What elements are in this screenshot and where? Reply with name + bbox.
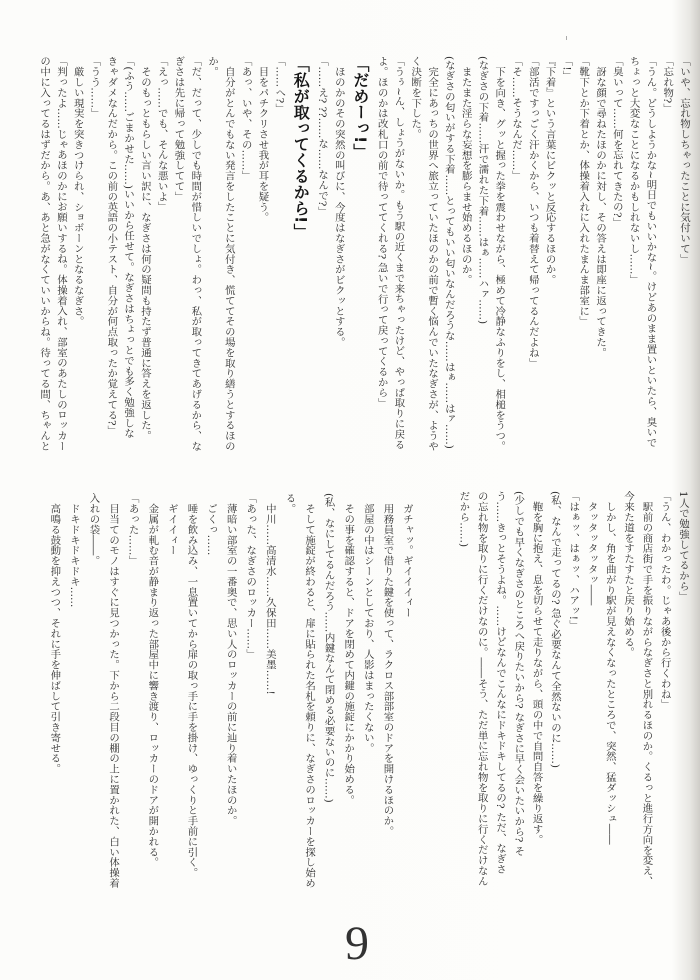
text-line: 『下着』という言葉にビクッと反応するほのか。 (543, 56, 556, 285)
text-line: 完全にあっちの世界へ旅立っていたほのかの前で暫く悩んでいたなぎさが、ようや (426, 56, 439, 452)
text-line: 「靴下とか下着とか、体操着入れに入れたまんま部室に」 (577, 56, 590, 327)
text-line: 「だ、だって、少しでも時間が惜しいでしょ。わっ、私が取ってきてあげるから、な (189, 56, 202, 452)
text-line: 「(ふう……ごまかせた……)いいから任せて。なぎさはちょっとでも多く勉強しな (122, 56, 135, 439)
text-line: 「忘れ物?」 (661, 56, 674, 114)
text-line: 「うん、わかったわ。じゃあ後から行くわね」 (658, 491, 671, 710)
page-number: 9 (345, 917, 369, 970)
text-block-bottom-right (454, 491, 692, 891)
text-line: またまた淫らな妄想を膨らませ始めるほのか。 (459, 56, 472, 285)
text-line: (なぎさの下着……汗で濡れた下着……はぁ……ハァ……) (476, 56, 489, 325)
text-block-bottom-left (44, 493, 416, 893)
text-line: 下を向き、グッと握った拳を震わせながら、極めて冷静なふりをし、相槌をうつ。 (493, 56, 506, 452)
text-line: 「あった……」 (126, 493, 139, 566)
text-line: 「!」 (560, 56, 573, 81)
text-line: きゃダメなんだから。この前の英語の小テスト、自分が何点取ったか覚えてる?」 (105, 56, 118, 436)
text-line: 「あった、なぎさのロッカー……」 (244, 493, 257, 660)
text-line: ぎさは先に帰って勉強してて」 (172, 56, 185, 202)
text-line: 金属が軋む音が静まり返った部屋中に響き渡り、ロッカーのドアが開かれる。 (146, 493, 159, 868)
text-block-top (35, 56, 692, 456)
text-line: ちょっと大変なことになるかもしれないし……」 (627, 56, 640, 285)
shout-line: 「私が取ってくるから!」 (291, 56, 311, 240)
text-line: 「……へ?」 (273, 56, 286, 114)
text-line: 「うん。どうしようかな~明日でもいいかな~。けどあのまま置いといたら、臭いで (644, 56, 657, 448)
text-line: の忘れ物を取りに行くだけなのに。――そう、ただ単に忘れ物を取りに行くだけなん (475, 491, 488, 887)
text-line: ほのかのその突然の叫びに、今度はなぎさがビクッとする。 (332, 56, 345, 348)
text-line: そのもっともらしい言い訳に、なぎさは何の疑問も持たず普通に答えを返した。 (138, 56, 151, 441)
text-line: ギイイィー (165, 493, 178, 556)
text-line: 目当てのモノはすぐに見つかった。下から二段目の棚の上に置かれた、白い体操着 (107, 493, 120, 889)
text-line: 鞄を胸に抱え、息を切らせて走りながら、頭の中で自問自答を繰り返す。 (530, 491, 543, 845)
text-line: 「臭いって……何を忘れてきたの?」 (610, 56, 623, 228)
text-line: 「部活ですっごく汗かくから、いつも着替えて帰ってるんだよね」 (526, 56, 539, 368)
text-line: う……きっとそうよね。……けどなんでこんなにドキドキしてるの? ただ、なぎさ (494, 491, 507, 875)
text-line: (少しでも早くなぎさのところへ戻りたいから? なぎさに早く会いたいから? そ (512, 491, 525, 857)
text-line: 「……え? ??……な……なんで?」 (316, 56, 329, 217)
text-line: 1人で勉強してるから」 (677, 491, 689, 602)
text-line: 駅前の商店街で手を振りながらなぎさと別れるほのか。くるっと進行方向を変え、 (640, 491, 653, 887)
text-line: (私、なにしてるんだろう……内鍵なんて閉める必要ないのに……) (322, 493, 335, 803)
text-line: 「そ……そうなんだ……」 (510, 56, 523, 181)
text-line: そして施錠が終わると、扉に貼られた名札を頼りに、なぎさのロッカーを探し始め (303, 493, 316, 889)
text-line: 入れの袋――。 (87, 493, 100, 566)
text-line: だから……) (457, 491, 470, 548)
text-line: その事を確認すると、ドアを閉めて内鍵の施錠にかかり始める。 (342, 493, 355, 805)
text-line: 「あっ、いや、その……」 (239, 56, 252, 181)
text-line: 薄暗い部室の一番奥で、思い人のロッカーの前に辿り着いたほのか。 (224, 493, 237, 826)
text-line: 高鳴る鼓動を抑えつつ、それに手を伸ばして引き寄せる。 (48, 493, 61, 774)
text-line: 部屋の中はシーンとしており、人影はまったくない。 (361, 493, 374, 753)
text-line: 今来た道をすたすたと戻り始める。 (622, 491, 635, 658)
text-line: タッタッタッタッ―― (585, 491, 598, 606)
text-line: ドキドキドキドキ…… (67, 493, 80, 608)
text-line: 目をパチクリさせ我が耳を疑う。 (256, 56, 269, 223)
scan-mark (566, 36, 567, 40)
text-line: ガチャッ。ギイイイィー (401, 493, 413, 618)
text-line: 「判ったよ……じゃあほのかにお願いするね。体操着入れ、部室のあたしのロッカー (54, 56, 67, 452)
text-line: よ。ほのかは改札口の前で待っててくれる? 急いで行って戻ってくるから」 (375, 56, 388, 409)
text-line: 自分がとんでもない発言をしたことに気付き、慌ててその場を取り繕うとするほの (222, 56, 235, 452)
text-line: 「えっ……でも、そんな悪いよ」 (155, 56, 168, 212)
text-line: か。 (206, 56, 219, 77)
text-line: (なぎさの匂いがする下着……とってもいい匂いなんだろうな……はぁ……はァ……) (442, 56, 455, 449)
text-line: 訝な顔で尋ねたほのかに対し、その答えは即座に返ってきた。 (594, 56, 607, 358)
text-line: 「いや、忘れ物しちゃったことに気付いて」 (678, 56, 690, 264)
text-line: ごくっ…… (205, 493, 218, 556)
text-line: く決断を下した。 (409, 56, 422, 140)
text-line: しかし、角を曲がり駅が見えなくなったところで、突然、猛ダッシュ―― (603, 491, 616, 845)
text-line: る。 (283, 493, 296, 514)
text-line: (私、なんで走ってるの? 急ぐ必要なんて全然ないのに……) (548, 491, 561, 768)
text-line: 「うぅ~ん、しょうがないか。もう駅の近くまで来ちゃったけど、やっぱ取りに戻る (392, 56, 405, 450)
shout-line: 「だめーっ!」 (350, 56, 370, 160)
text-line: 唾を飲み込み、一息置いてから扉の取っ手に手を掛け、ゆっくりと手前に引く。 (185, 493, 198, 878)
text-line: 中川……高清水……久保田……美墨……! (263, 493, 276, 695)
text-line: 用務員室で借りた鍵を使って、ラクロス部部室のドアを開けるほのか。 (381, 493, 394, 837)
text-line: 厳しい現実を突きつけられ、ショボーンとなるなぎさ。 (71, 56, 84, 327)
text-line: 「はぁッ、はぁッ、ハアッ!」 (567, 491, 580, 631)
text-line: 「うう……」 (88, 56, 101, 119)
text-line: の中に入ってるはずだから。あ、あと急がなくていいからね。待ってる間、ちゃんと (38, 56, 51, 452)
